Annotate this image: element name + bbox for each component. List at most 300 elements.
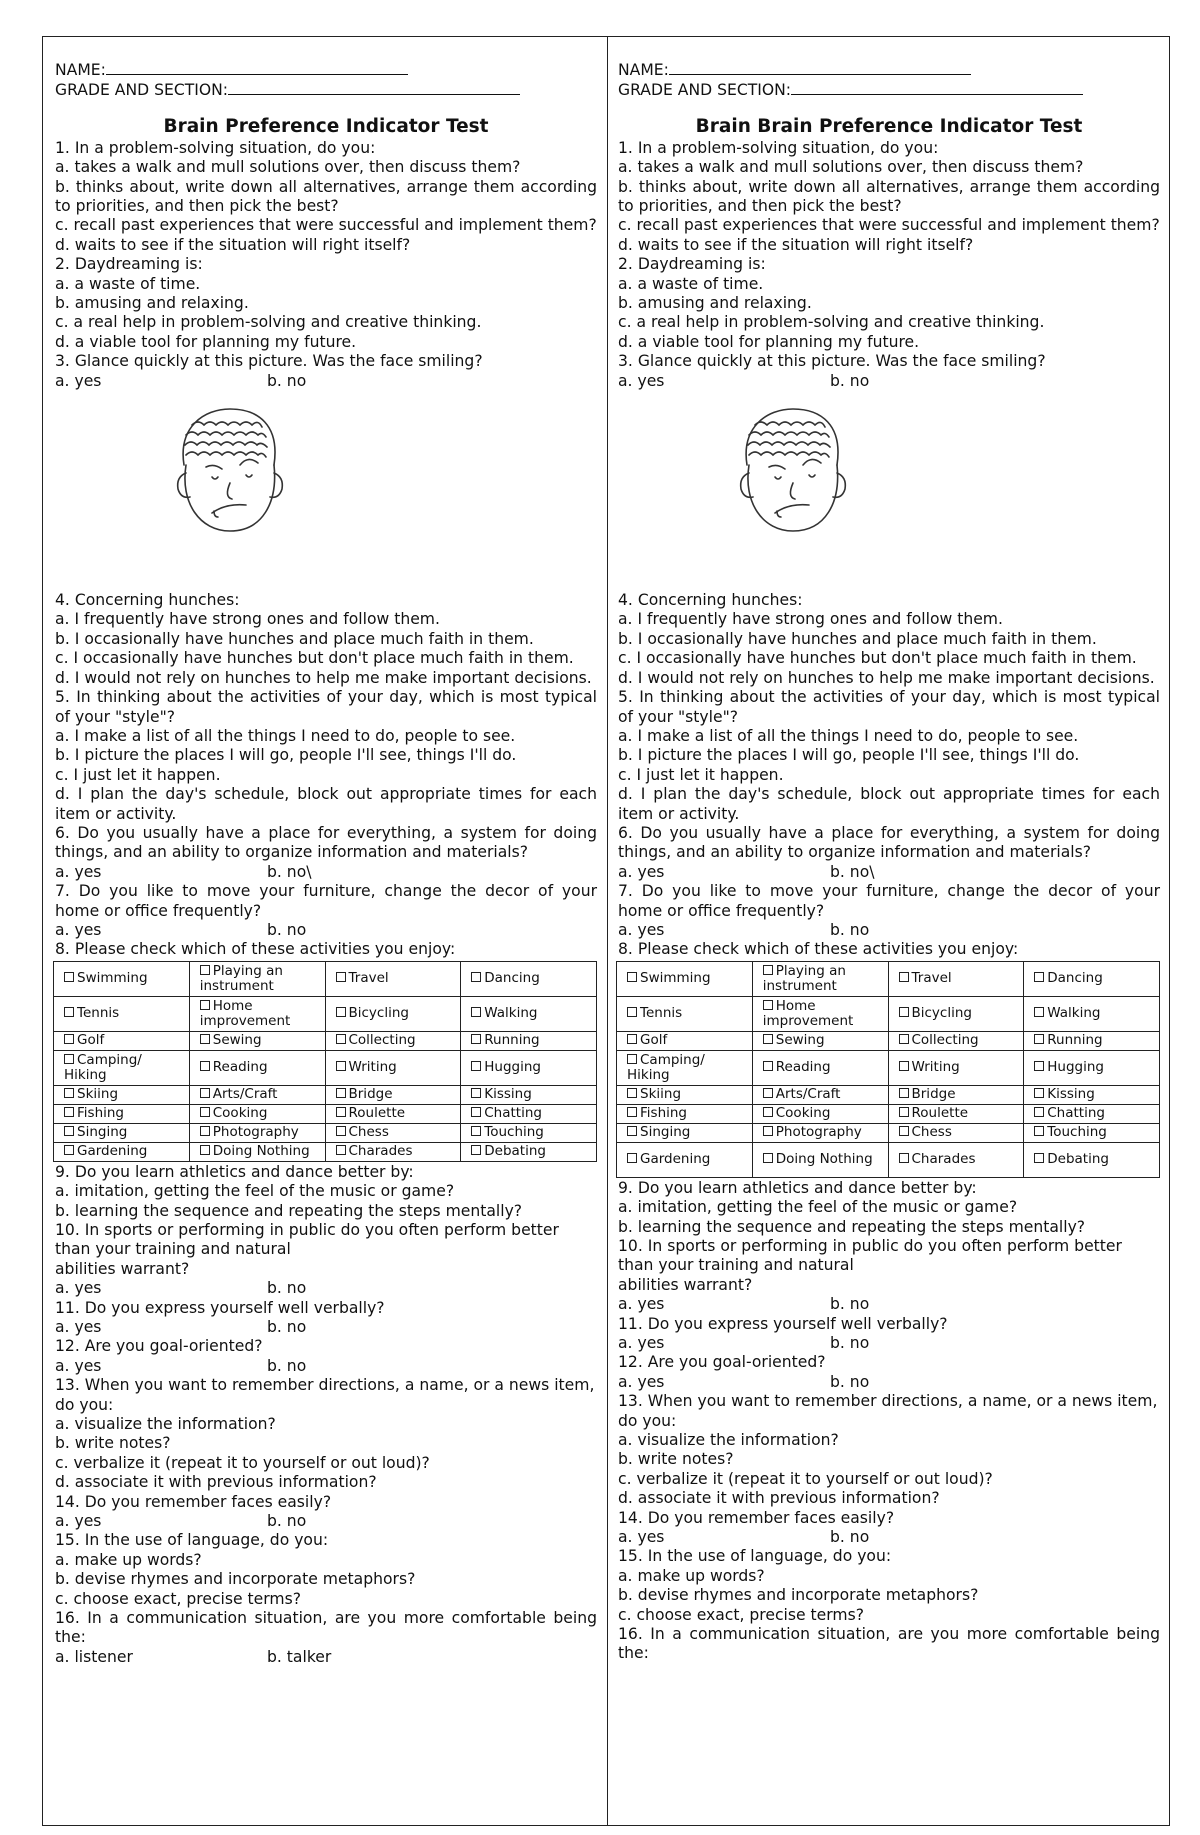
option-yes[interactable]: a. yes: [618, 1295, 665, 1314]
activity-label: Skiing: [640, 1086, 682, 1103]
activity-label: Arts/Craft: [775, 1086, 841, 1103]
option[interactable]: c. recall past experiences that were successful and implement them?: [618, 216, 1160, 235]
checkbox-icon[interactable]: [64, 1145, 74, 1155]
option-yes[interactable]: a. yes: [55, 1279, 102, 1298]
question-14: [55, 1493, 597, 1532]
checkbox-icon[interactable]: [627, 1126, 637, 1136]
activity-option[interactable]: [752, 961, 888, 996]
yes-no-options: [618, 1295, 1160, 1314]
activity-option[interactable]: [189, 1104, 325, 1123]
option[interactable]: b. I occasionally have hunches and place much faith in them.: [618, 629, 1097, 648]
activity-row: [54, 996, 597, 1031]
checkbox-icon[interactable]: [200, 1088, 210, 1098]
activity-label: Singing: [640, 1124, 691, 1141]
question-text: 12. Are you goal-oriented?: [55, 1337, 263, 1356]
question-16: [55, 1609, 597, 1667]
option[interactable]: b. devise rhymes and incorporate metaphors?: [618, 1586, 979, 1605]
question-12: [618, 1353, 1160, 1392]
activity-option[interactable]: [325, 996, 461, 1031]
frowning-face-illustration: [733, 403, 851, 535]
activity-option[interactable]: [189, 1031, 325, 1050]
checkbox-icon[interactable]: [336, 1107, 346, 1117]
activity-label: Roulette: [348, 1105, 406, 1122]
checkbox-icon[interactable]: [200, 1061, 210, 1071]
option[interactable]: b. devise rhymes and incorporate metaphors?: [55, 1570, 416, 1589]
activity-option[interactable]: [461, 996, 597, 1031]
checkbox-icon[interactable]: [64, 972, 74, 982]
activity-label: Reading: [212, 1059, 268, 1076]
checkbox-icon[interactable]: [64, 1088, 74, 1098]
checkbox-icon[interactable]: [471, 972, 481, 982]
activity-option[interactable]: [1024, 1104, 1160, 1123]
option[interactable]: a. takes a walk and mull solutions over, then discuss them?: [618, 158, 1084, 177]
activity-option[interactable]: [1024, 996, 1160, 1031]
question-text: 6. Do you usually have a place for everything, a system for doing things, and an ability to organize information and materials?: [55, 823, 597, 862]
option[interactable]: c. I occasionally have hunches but don't place much faith in them.: [55, 649, 574, 668]
option-yes[interactable]: a. yes: [618, 1334, 665, 1352]
checkbox-icon[interactable]: [200, 965, 210, 975]
checkbox-icon[interactable]: [899, 972, 909, 982]
option[interactable]: d. a viable tool for planning my future.: [618, 332, 920, 351]
activity-row: [617, 996, 1160, 1031]
question-7: [55, 882, 597, 940]
checkbox-icon[interactable]: [899, 1107, 909, 1117]
activity-option[interactable]: [189, 1085, 325, 1104]
checkbox-icon[interactable]: [763, 1126, 773, 1136]
question-text: 1. In a problem-solving situation, do you:: [55, 138, 376, 157]
checkbox-icon[interactable]: [64, 1034, 74, 1044]
activity-option[interactable]: [325, 1104, 461, 1123]
activity-label: Writing: [348, 1059, 397, 1076]
option[interactable]: d. a viable tool for planning my future.: [55, 332, 357, 351]
activity-row: [54, 961, 597, 996]
activity-row: [617, 1050, 1160, 1085]
option[interactable]: b. write notes?: [55, 1434, 171, 1453]
option-no[interactable]: b. no: [267, 1318, 307, 1336]
activity-label: Swimming: [77, 970, 148, 987]
activity-option[interactable]: [189, 1050, 325, 1085]
question-3: [55, 352, 597, 591]
checkbox-icon[interactable]: [471, 1088, 481, 1098]
activity-option[interactable]: [888, 1031, 1024, 1050]
activities-table: [53, 961, 597, 1162]
grade-section-label: GRADE AND SECTION:: [618, 81, 792, 100]
activity-row: [54, 1123, 597, 1142]
checkbox-icon[interactable]: [471, 1145, 481, 1155]
activity-label: Arts/Craft: [212, 1086, 278, 1103]
activity-option[interactable]: [888, 1142, 1024, 1177]
question-11: [55, 1299, 597, 1338]
option[interactable]: c. I just let it happen.: [55, 765, 221, 784]
option-yes[interactable]: a. yes: [55, 862, 102, 881]
test-title: Brain Preference Indicator Test: [163, 115, 489, 137]
face-picture: [55, 391, 597, 591]
checkbox-icon[interactable]: [336, 972, 346, 982]
activity-option[interactable]: [1024, 1085, 1160, 1104]
question-text: 14. Do you remember faces easily?: [618, 1508, 895, 1527]
activity-option[interactable]: [1024, 1050, 1160, 1085]
activity-option[interactable]: [461, 1050, 597, 1085]
grade-section-field[interactable]: [618, 80, 1160, 100]
question-10: [55, 1221, 597, 1299]
checkbox-icon[interactable]: [899, 1126, 909, 1136]
checkbox-icon[interactable]: [200, 1145, 210, 1155]
checkbox-icon[interactable]: [471, 1034, 481, 1044]
option-yes[interactable]: a. yes: [55, 1356, 102, 1375]
activity-option[interactable]: [54, 1142, 190, 1161]
activity-option[interactable]: [888, 1104, 1024, 1123]
activity-label: Fishing: [640, 1105, 687, 1122]
option[interactable]: d. waits to see if the situation will right itself?: [55, 235, 411, 254]
activity-option[interactable]: [54, 1104, 190, 1123]
option[interactable]: a. imitation, getting the feel of the music or game?: [55, 1182, 455, 1201]
question-text: 9. Do you learn athletics and dance better by:: [618, 1178, 977, 1197]
question-text: 8. Please check which of these activities you enjoy:: [618, 940, 1019, 959]
activity-option[interactable]: [54, 1050, 190, 1085]
checkbox-icon[interactable]: [763, 1088, 773, 1098]
question-text: 9. Do you learn athletics and dance better by:: [55, 1162, 414, 1181]
activity-option[interactable]: [1024, 1142, 1160, 1177]
checkbox-icon[interactable]: [1034, 1107, 1044, 1117]
activity-option[interactable]: [888, 996, 1024, 1031]
checkbox-icon[interactable]: [336, 1007, 346, 1017]
activity-option[interactable]: [617, 961, 753, 996]
activity-option[interactable]: [1024, 961, 1160, 996]
activity-row: [617, 1104, 1160, 1123]
checkbox-icon[interactable]: [200, 1034, 210, 1044]
activity-label: Hugging: [484, 1059, 541, 1076]
option-yes[interactable]: a. yes: [618, 1528, 665, 1547]
activity-label: Touching: [1047, 1124, 1107, 1141]
checkbox-icon[interactable]: [471, 1107, 481, 1117]
option[interactable]: c. verbalize it (repeat it to yourself or out loud)?: [55, 1453, 430, 1472]
option-yes[interactable]: a. yes: [618, 371, 665, 390]
checkbox-icon[interactable]: [471, 1126, 481, 1136]
activity-option[interactable]: [325, 1031, 461, 1050]
question-8: [618, 940, 1160, 1177]
activity-option[interactable]: [888, 1050, 1024, 1085]
activity-option[interactable]: [617, 1031, 753, 1050]
option-no[interactable]: b. no\: [267, 862, 312, 881]
activity-option[interactable]: [461, 961, 597, 996]
option[interactable]: a. visualize the information?: [618, 1431, 839, 1449]
checkbox-icon[interactable]: [336, 1088, 346, 1098]
activity-option[interactable]: [752, 996, 888, 1031]
question-1: [618, 139, 1160, 255]
option-no[interactable]: b. no: [830, 1334, 870, 1352]
option[interactable]: a. a waste of time.: [55, 274, 201, 293]
option[interactable]: b. write notes?: [618, 1450, 734, 1469]
checkbox-icon[interactable]: [336, 1034, 346, 1044]
activity-option[interactable]: [54, 961, 190, 996]
activity-option[interactable]: [1024, 1123, 1160, 1142]
option[interactable]: a. I frequently have strong ones and follow them.: [618, 610, 1003, 629]
activity-option[interactable]: [617, 996, 753, 1031]
option[interactable]: d. I plan the day's schedule, block out appropriate times for each item or activity.: [618, 785, 1160, 823]
checkbox-icon[interactable]: [763, 965, 773, 975]
question-text: 16. In a communication situation, are you more comfortable being the:: [55, 1609, 597, 1647]
yes-no-options: [618, 863, 1160, 882]
option[interactable]: a. make up words?: [55, 1550, 202, 1569]
name-field[interactable]: [55, 60, 597, 80]
activity-label: Dancing: [1047, 970, 1103, 987]
option-no[interactable]: b. no: [830, 1372, 870, 1391]
checkbox-icon[interactable]: [1034, 1153, 1044, 1163]
activity-option[interactable]: [54, 1123, 190, 1142]
option-talker[interactable]: b. talker: [267, 1647, 332, 1666]
activity-option[interactable]: [461, 1104, 597, 1123]
activity-option[interactable]: [752, 1085, 888, 1104]
question-text: 5. In thinking about the activities of your day, which is most typical of your "style"?: [618, 688, 1160, 726]
question-12: [55, 1337, 597, 1376]
yes-no-options: [618, 1373, 1160, 1392]
option-yes[interactable]: a. yes: [618, 920, 665, 939]
checkbox-icon[interactable]: [64, 1107, 74, 1117]
option-yes[interactable]: a. yes: [618, 1372, 665, 1391]
checkbox-icon[interactable]: [763, 1061, 773, 1071]
activity-option[interactable]: [752, 1104, 888, 1123]
activity-option[interactable]: [325, 1050, 461, 1085]
option[interactable]: b. learning the sequence and repeating the steps mentally?: [55, 1201, 523, 1220]
option[interactable]: b. I picture the places I will go, people I'll see, things I'll do.: [55, 746, 517, 765]
question-text: 4. Concerning hunches:: [55, 591, 240, 610]
checkbox-icon[interactable]: [200, 1126, 210, 1136]
yes-no-options: [55, 921, 597, 940]
option-no[interactable]: b. no: [830, 920, 870, 939]
checkbox-icon[interactable]: [899, 1153, 909, 1163]
activity-label: Camping/ Hiking: [64, 1051, 142, 1083]
question-5: [618, 688, 1160, 824]
option-no[interactable]: b. no: [267, 920, 307, 939]
grade-section-field[interactable]: [55, 80, 597, 100]
activity-option[interactable]: [752, 1031, 888, 1050]
checkbox-icon[interactable]: [899, 1007, 909, 1017]
question-text: 2. Daydreaming is:: [618, 255, 766, 274]
option[interactable]: d. I plan the day's schedule, block out appropriate times for each item or activity.: [55, 785, 597, 823]
activity-option[interactable]: [189, 1142, 325, 1161]
question-8: [55, 940, 597, 1161]
option[interactable]: a. a waste of time.: [618, 274, 764, 293]
activity-option[interactable]: [617, 1123, 753, 1142]
question-13: [618, 1392, 1160, 1508]
activity-option[interactable]: [617, 1085, 753, 1104]
option[interactable]: d. waits to see if the situation will right itself?: [618, 235, 974, 254]
option[interactable]: a. I make a list of all the things I need to do, people to see.: [55, 726, 516, 745]
option[interactable]: c. a real help in problem-solving and creative thinking.: [618, 313, 1045, 332]
option[interactable]: a. imitation, getting the feel of the music or game?: [618, 1198, 1018, 1217]
option-yes[interactable]: a. yes: [55, 1512, 102, 1531]
checkbox-icon[interactable]: [763, 1153, 773, 1163]
activity-option[interactable]: [461, 1123, 597, 1142]
question-4: [618, 591, 1160, 688]
checkbox-icon[interactable]: [627, 1054, 637, 1064]
activity-label: Skiing: [77, 1086, 119, 1103]
left-worksheet: [55, 60, 597, 1667]
activity-option[interactable]: [325, 1123, 461, 1142]
activity-label: Golf: [77, 1032, 105, 1049]
activity-row: [54, 1031, 597, 1050]
activity-option[interactable]: [617, 1142, 753, 1177]
option[interactable]: c. choose exact, precise terms?: [55, 1589, 301, 1608]
activity-option[interactable]: [461, 1142, 597, 1161]
activity-label: Doing Nothing: [212, 1143, 310, 1160]
checkbox-icon[interactable]: [763, 1107, 773, 1117]
option[interactable]: b. I picture the places I will go, people I'll see, things I'll do.: [618, 746, 1080, 765]
checkbox-icon[interactable]: [1034, 1088, 1044, 1098]
option[interactable]: c. choose exact, precise terms?: [618, 1605, 864, 1624]
activity-option[interactable]: [189, 996, 325, 1031]
yes-no-options: [55, 1357, 597, 1376]
checkbox-icon[interactable]: [627, 1034, 637, 1044]
option[interactable]: a. I frequently have strong ones and follow them.: [55, 610, 440, 629]
option[interactable]: b. learning the sequence and repeating the steps mentally?: [618, 1217, 1086, 1236]
option[interactable]: b. I occasionally have hunches and place much faith in them.: [55, 629, 534, 648]
option[interactable]: b. thinks about, write down all alternatives, arrange them according to priorities, and then pick the best?: [618, 177, 1160, 216]
option[interactable]: d. associate it with previous information?: [55, 1473, 377, 1492]
checkbox-icon[interactable]: [1034, 1126, 1044, 1136]
question-text: 11. Do you express yourself well verbally?: [55, 1298, 385, 1317]
checkbox-icon[interactable]: [627, 1088, 637, 1098]
option[interactable]: a. visualize the information?: [55, 1415, 276, 1433]
option-no[interactable]: b. no: [267, 1356, 307, 1375]
activity-option[interactable]: [888, 961, 1024, 996]
question-3: [618, 352, 1160, 591]
option[interactable]: d. I would not rely on hunches to help me make important decisions.: [55, 668, 592, 687]
name-field[interactable]: [618, 60, 1160, 80]
activity-option[interactable]: [325, 961, 461, 996]
activity-option[interactable]: [752, 1050, 888, 1085]
checkbox-icon[interactable]: [336, 1061, 346, 1071]
activity-option[interactable]: [752, 1123, 888, 1142]
activity-label: Chess: [911, 1124, 952, 1141]
question-11: [618, 1315, 1160, 1354]
checkbox-icon[interactable]: [627, 972, 637, 982]
checkbox-icon[interactable]: [627, 1107, 637, 1117]
activity-label: Fishing: [77, 1105, 124, 1122]
question-5: [55, 688, 597, 824]
activity-option[interactable]: [617, 1050, 753, 1085]
question-text: 15. In the use of language, do you:: [55, 1531, 329, 1550]
option[interactable]: b. amusing and relaxing.: [55, 294, 249, 313]
activity-label: Tennis: [77, 1005, 120, 1022]
activity-option[interactable]: [888, 1123, 1024, 1142]
question-15: [55, 1531, 597, 1609]
right-worksheet: [618, 60, 1160, 1664]
checkbox-icon[interactable]: [200, 1107, 210, 1117]
question-text: 15. In the use of language, do you:: [618, 1547, 892, 1566]
option-no[interactable]: b. no: [267, 1512, 307, 1531]
option-no[interactable]: b. no: [830, 1528, 870, 1547]
question-text: 3. Glance quickly at this picture. Was the face smiling?: [618, 352, 1046, 371]
checkbox-icon[interactable]: [471, 1007, 481, 1017]
activity-option[interactable]: [189, 1123, 325, 1142]
checkbox-icon[interactable]: [1034, 1061, 1044, 1071]
option-no[interactable]: b. no: [267, 371, 307, 390]
activity-option[interactable]: [54, 996, 190, 1031]
checkbox-icon[interactable]: [471, 1061, 481, 1071]
activity-label: Hugging: [1047, 1059, 1104, 1076]
checkbox-icon[interactable]: [1034, 1034, 1044, 1044]
checkbox-icon[interactable]: [64, 1126, 74, 1136]
checkbox-icon[interactable]: [899, 1061, 909, 1071]
option[interactable]: c. I occasionally have hunches but don't place much faith in them.: [618, 649, 1137, 668]
question-6: [618, 824, 1160, 882]
question-text: 8. Please check which of these activities you enjoy:: [55, 940, 456, 959]
yes-no-options: [618, 1528, 1160, 1547]
option-yes[interactable]: a. yes: [618, 862, 665, 881]
activity-option[interactable]: [888, 1085, 1024, 1104]
question-7: [618, 882, 1160, 940]
option-no[interactable]: b. no\: [830, 862, 875, 881]
question-9: [55, 1163, 597, 1221]
option-yes[interactable]: a. yes: [55, 1318, 102, 1336]
option-yes[interactable]: a. yes: [55, 371, 102, 390]
activity-option[interactable]: [617, 1104, 753, 1123]
option[interactable]: a. I make a list of all the things I need to do, people to see.: [618, 726, 1079, 745]
activity-row: [54, 1142, 597, 1161]
checkbox-icon[interactable]: [899, 1088, 909, 1098]
checkbox-icon[interactable]: [200, 1000, 210, 1010]
activity-option[interactable]: [1024, 1031, 1160, 1050]
option[interactable]: c. recall past experiences that were successful and implement them?: [55, 216, 597, 235]
activity-option[interactable]: [54, 1031, 190, 1050]
activity-label: Swimming: [640, 970, 711, 987]
option[interactable]: a. takes a walk and mull solutions over, then discuss them?: [55, 158, 521, 177]
checkbox-icon[interactable]: [336, 1126, 346, 1136]
activity-option[interactable]: [752, 1142, 888, 1177]
option-no[interactable]: b. no: [267, 1279, 307, 1298]
option[interactable]: d. I would not rely on hunches to help me make important decisions.: [618, 668, 1155, 687]
checkbox-icon[interactable]: [64, 1007, 74, 1017]
activity-label: Travel: [348, 970, 389, 987]
option[interactable]: c. I just let it happen.: [618, 765, 784, 784]
option[interactable]: b. amusing and relaxing.: [618, 294, 812, 313]
activity-option[interactable]: [461, 1085, 597, 1104]
checkbox-icon[interactable]: [1034, 972, 1044, 982]
checkbox-icon[interactable]: [627, 1007, 637, 1017]
activity-option[interactable]: [54, 1085, 190, 1104]
question-text: 2. Daydreaming is:: [55, 255, 203, 274]
activity-row: [617, 1142, 1160, 1177]
option-no[interactable]: b. no: [830, 371, 870, 390]
question-4: [55, 591, 597, 688]
yes-no-options: [55, 1512, 597, 1531]
checkbox-icon[interactable]: [763, 1034, 773, 1044]
option[interactable]: b. thinks about, write down all alternatives, arrange them according to priorities, and then pick the best?: [55, 177, 597, 216]
option[interactable]: c. verbalize it (repeat it to yourself or out loud)?: [618, 1469, 993, 1488]
activity-option[interactable]: [325, 1142, 461, 1161]
checkbox-icon[interactable]: [627, 1153, 637, 1163]
option-no[interactable]: b. no: [830, 1295, 870, 1314]
activity-row: [54, 1050, 597, 1085]
option[interactable]: d. associate it with previous information?: [618, 1489, 940, 1508]
option-listener[interactable]: a. listener: [55, 1647, 133, 1666]
checkbox-icon[interactable]: [64, 1054, 74, 1064]
question-10: [618, 1237, 1160, 1315]
checkbox-icon[interactable]: [763, 1000, 773, 1010]
activity-option[interactable]: [325, 1085, 461, 1104]
checkbox-icon[interactable]: [899, 1034, 909, 1044]
option-yes[interactable]: a. yes: [55, 920, 102, 939]
yes-no-options: [618, 921, 1160, 940]
checkbox-icon[interactable]: [1034, 1007, 1044, 1017]
option[interactable]: a. make up words?: [618, 1566, 765, 1585]
activity-option[interactable]: [189, 961, 325, 996]
activity-option[interactable]: [461, 1031, 597, 1050]
checkbox-icon[interactable]: [336, 1145, 346, 1155]
option[interactable]: c. a real help in problem-solving and creative thinking.: [55, 313, 482, 332]
activity-label: Bridge: [911, 1086, 956, 1103]
